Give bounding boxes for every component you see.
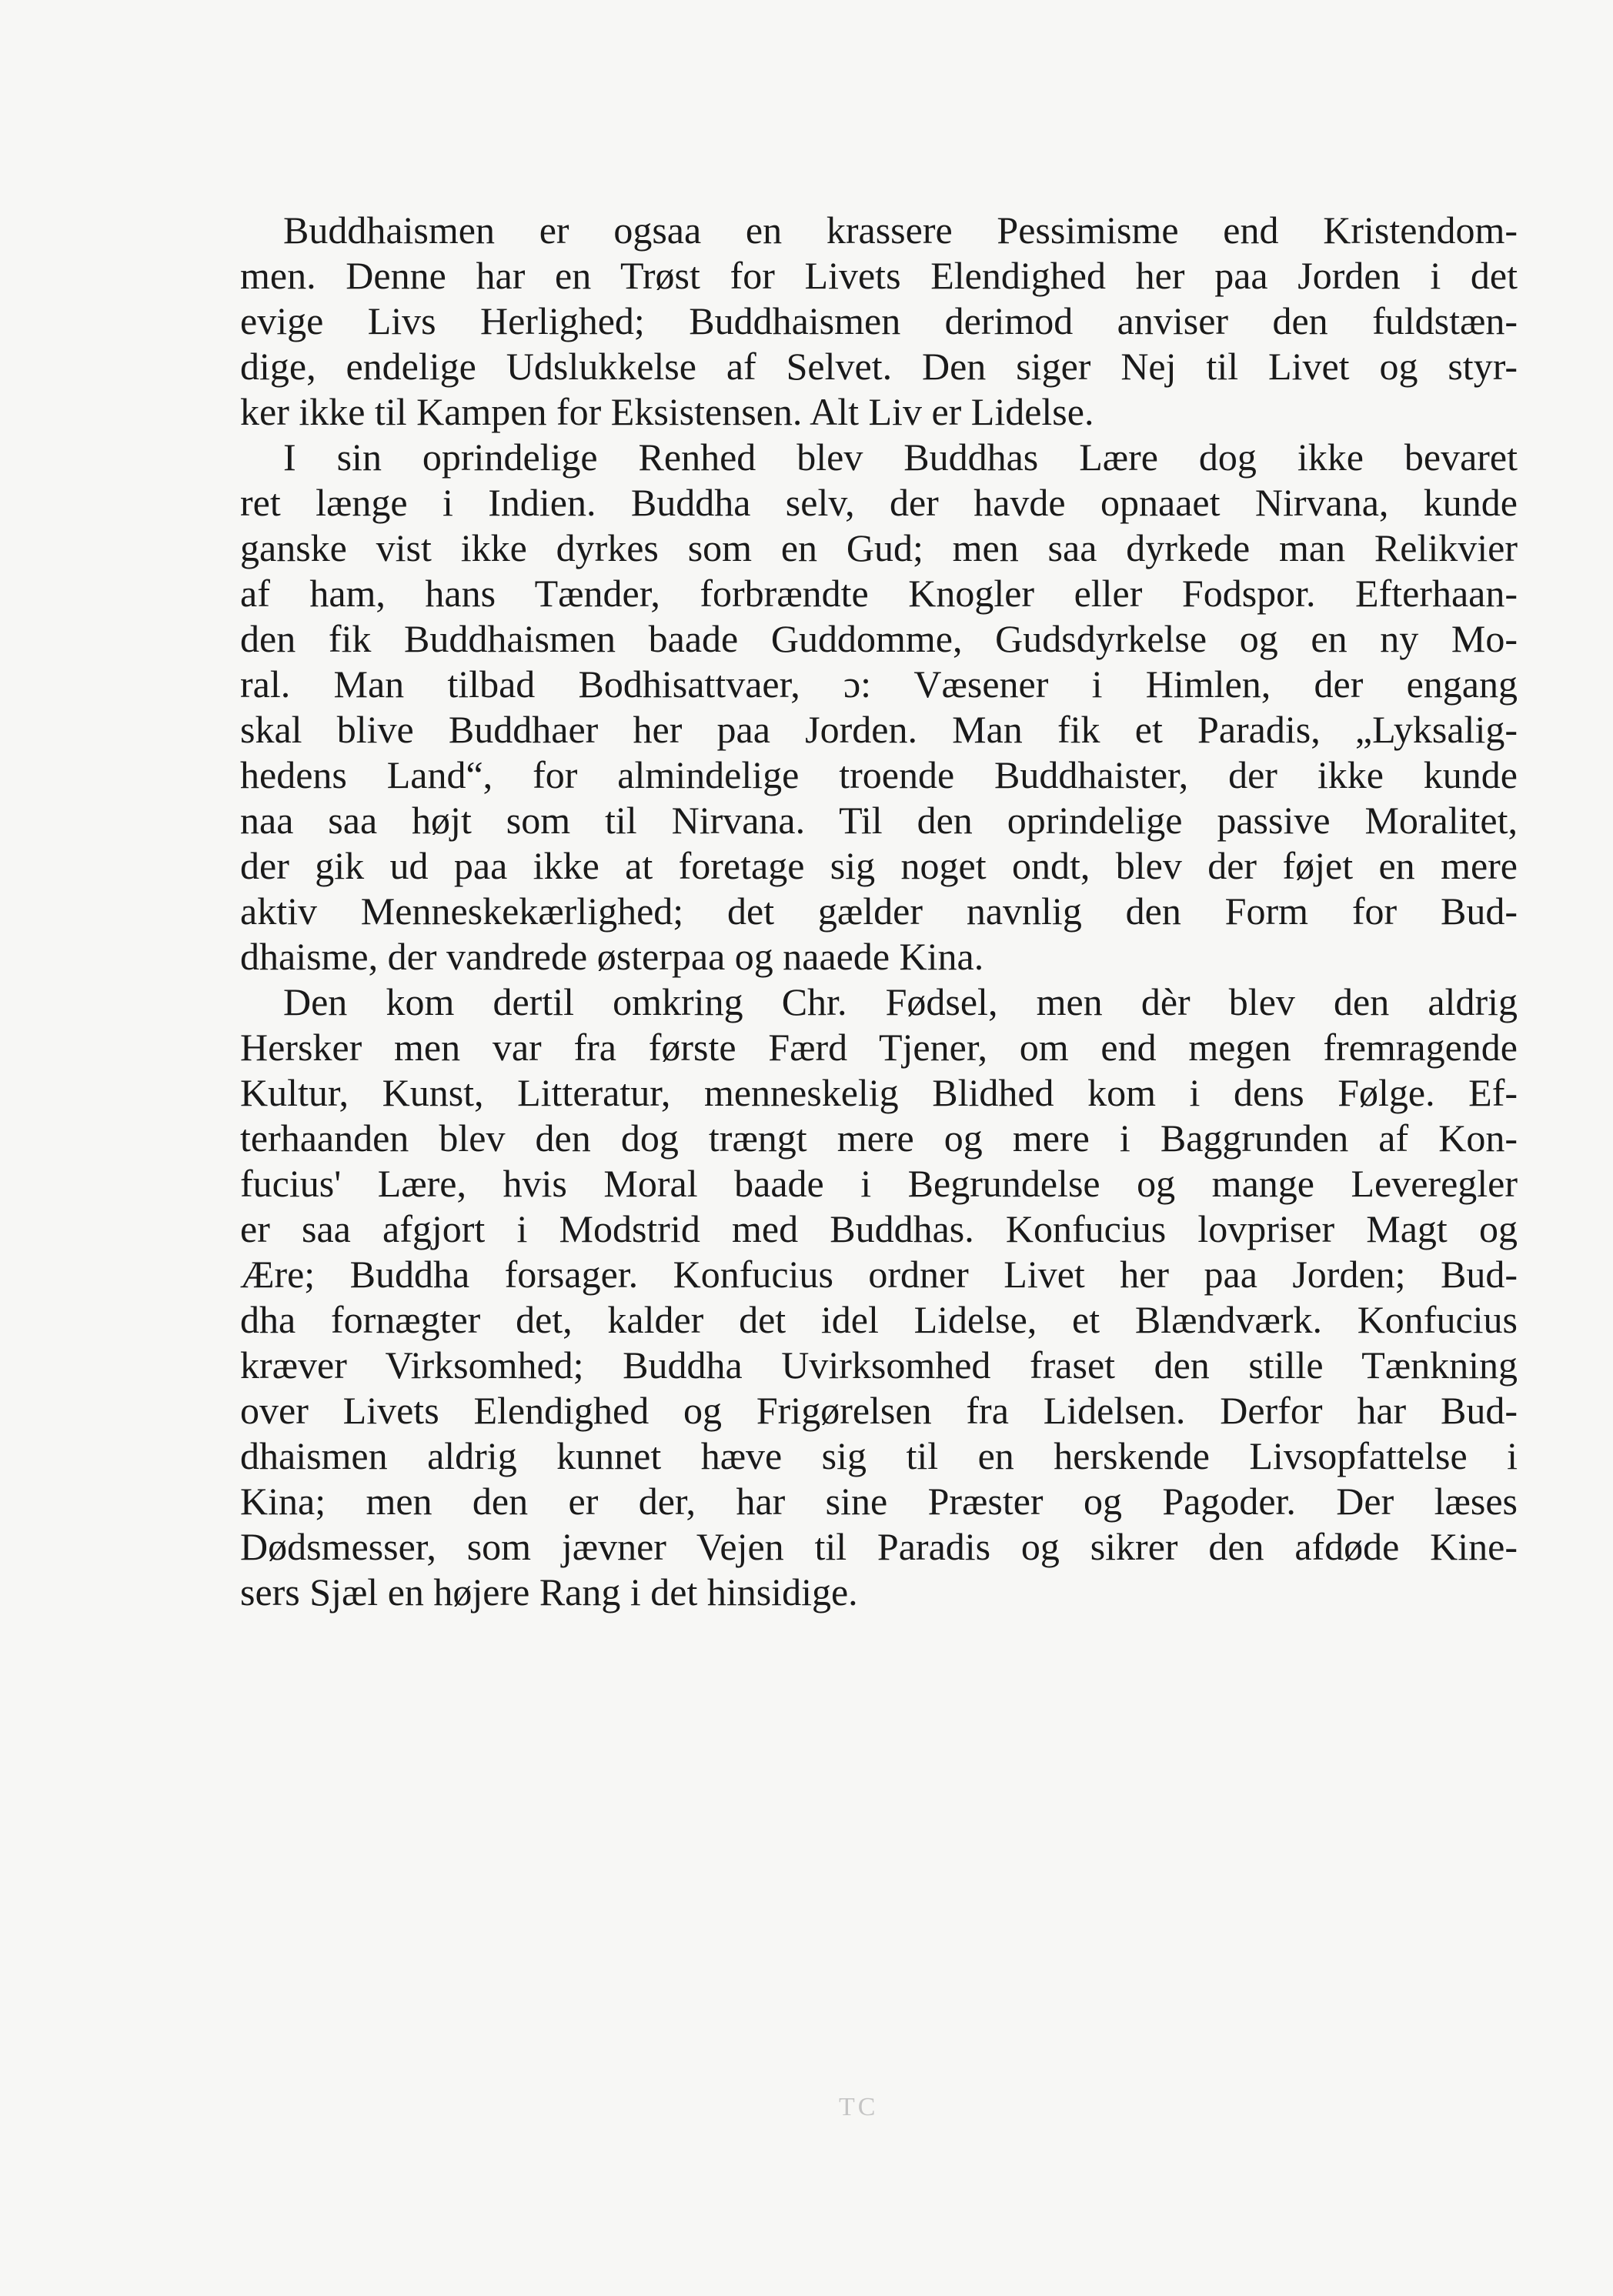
text-line: Dødsmesser, som jævner Vejen til Paradis og sikrer den afdøde Kine-: [240, 1525, 1518, 1568]
text-line: Den kom dertil omkring Chr. Fødsel, men dèr blev den aldrig: [283, 980, 1518, 1023]
text-line: men. Denne har en Trøst for Livets Elendighed her paa Jorden i det: [240, 254, 1518, 297]
text-line: er saa afgjort i Modstrid med Buddhas. Konfucius lovpriser Magt og: [240, 1207, 1518, 1250]
text-line: ral. Man tilbad Bodhisattvaer, ɔ: Væsener i Himlen, der engang: [240, 662, 1518, 706]
text-line: dhaismen aldrig kunnet hæve sig til en herskende Livsopfattelse i: [240, 1434, 1518, 1477]
text-line: kræver Virksomhed; Buddha Uvirksomhed fraset den stille Tænkning: [240, 1343, 1518, 1387]
text-line: sers Sjæl en højere Rang i det hinsidige.: [240, 1570, 858, 1614]
text-line: terhaanden blev den dog trængt mere og mere i Baggrunden af Kon-: [240, 1116, 1518, 1160]
text-line: Buddhaismen er ogsaa en krassere Pessimisme end Kristendom-: [283, 209, 1518, 252]
text-line: dige, endelige Udslukkelse af Selvet. Den siger Nej til Livet og styr-: [240, 345, 1518, 388]
page-number-mark: TC: [839, 2093, 879, 2121]
text-line: fucius' Lære, hvis Moral baade i Begrundelse og mange Leveregler: [240, 1162, 1518, 1205]
text-line: Kina; men den er der, har sine Præster og Pagoder. Der læses: [240, 1480, 1518, 1523]
body-text: [240, 208, 1518, 1615]
text-line: evige Livs Herlighed; Buddhaismen derimod anviser den fuldstæn-: [240, 299, 1518, 342]
text-line: Kultur, Kunst, Litteratur, menneskelig Blidhed kom i dens Følge. Ef-: [240, 1071, 1518, 1114]
text-line: naa saa højt som til Nirvana. Til den oprindelige passive Moralitet,: [240, 799, 1518, 842]
text-line: af ham, hans Tænder, forbrændte Knogler eller Fodspor. Efterhaan-: [240, 572, 1518, 615]
text-line: dhaisme, der vandrede østerpaa og naaede Kina.: [240, 935, 984, 978]
text-line: aktiv Menneskekærlighed; det gælder navnlig den Form for Bud-: [240, 889, 1518, 933]
text-line: I sin oprindelige Renhed blev Buddhas Lære dog ikke bevaret: [283, 436, 1518, 479]
text-line: Hersker men var fra første Færd Tjener, om end megen fremragende: [240, 1026, 1518, 1069]
text-line: Ære; Buddha forsager. Konfucius ordner Livet her paa Jorden; Bud-: [240, 1253, 1518, 1296]
text-line: hedens Land“, for almindelige troende Buddhaister, der ikke kunde: [240, 753, 1518, 796]
text-line: ganske vist ikke dyrkes som en Gud; men saa dyrkede man Relikvier: [240, 526, 1518, 569]
text-line: der gik ud paa ikke at foretage sig noget ondt, blev der føjet en mere: [240, 844, 1518, 887]
text-line: ker ikke til Kampen for Eksistensen. Alt Liv er Lidelse.: [240, 390, 1094, 433]
text-line: over Livets Elendighed og Frigørelsen fra Lidelsen. Derfor har Bud-: [240, 1389, 1518, 1432]
text-line: ret længe i Indien. Buddha selv, der havde opnaaet Nirvana, kunde: [240, 481, 1518, 524]
text-line: den fik Buddhaismen baade Guddomme, Gudsdyrkelse og en ny Mo-: [240, 617, 1518, 660]
text-line: skal blive Buddhaer her paa Jorden. Man fik et Paradis, „Lyksalig-: [240, 708, 1518, 751]
text-line: dha fornægter det, kalder det idel Lidelse, et Blændværk. Konfucius: [240, 1298, 1518, 1341]
